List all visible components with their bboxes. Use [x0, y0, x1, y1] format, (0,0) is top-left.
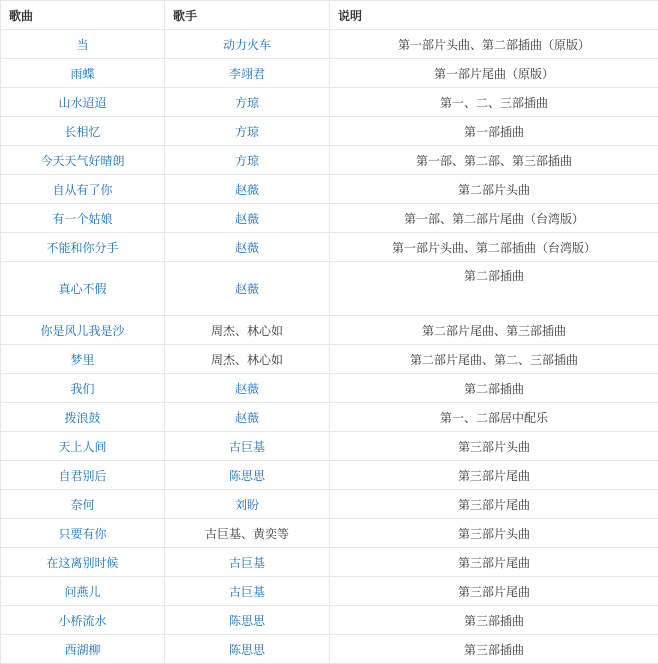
note-cell: 第一、二部居中配乐 [330, 403, 658, 432]
table-row [1, 548, 658, 577]
table-row [1, 30, 658, 59]
table-row [1, 316, 658, 345]
table-row [1, 117, 658, 146]
table-row [1, 88, 658, 117]
note-cell: 第一部片尾曲（原版） [330, 59, 658, 88]
note-cell: 第一部片头曲、第二部插曲（台湾版） [330, 233, 658, 262]
song-link[interactable]: 在这离别时候 [1, 548, 165, 577]
song-link[interactable]: 奈何 [1, 490, 165, 519]
note-cell: 第一部片头曲、第二部插曲（原版） [330, 30, 658, 59]
song-link[interactable]: 问燕儿 [1, 577, 165, 606]
note-cell: 第三部片尾曲 [330, 490, 658, 519]
table-row [1, 490, 658, 519]
singer-link[interactable]: 赵薇 [165, 204, 330, 233]
note-cell: 第三部插曲 [330, 635, 658, 664]
singer-link[interactable]: 动力火车 [165, 30, 330, 59]
song-link[interactable]: 当 [1, 30, 165, 59]
header-singer: 歌手 [165, 1, 330, 30]
table-row [1, 519, 658, 548]
song-link[interactable]: 小桥流水 [1, 606, 165, 635]
singer-link[interactable]: 赵薇 [165, 262, 330, 316]
song-link[interactable]: 拨浪鼓 [1, 403, 165, 432]
song-link[interactable]: 雨蝶 [1, 59, 165, 88]
header-note: 说明 [330, 1, 658, 30]
song-link[interactable]: 梦里 [1, 345, 165, 374]
singer-link[interactable]: 方琼 [165, 117, 330, 146]
singer-link[interactable]: 古巨基 [165, 432, 330, 461]
table-row [1, 204, 658, 233]
header-row [1, 1, 658, 30]
singer-link[interactable]: 方琼 [165, 146, 330, 175]
note-cell: 第二部片尾曲、第三部插曲 [330, 316, 658, 345]
song-link[interactable]: 我们 [1, 374, 165, 403]
table-row [1, 635, 658, 664]
note-cell: 第三部插曲 [330, 606, 658, 635]
song-link[interactable]: 自从有了你 [1, 175, 165, 204]
singer-cell: 古巨基、黄奕等 [165, 519, 330, 548]
singer-link[interactable]: 赵薇 [165, 374, 330, 403]
note-cell: 第一部、第二部片尾曲（台湾版） [330, 204, 658, 233]
singer-link[interactable]: 古巨基 [165, 548, 330, 577]
note-cell: 第三部片尾曲 [330, 548, 658, 577]
song-link[interactable]: 只要有你 [1, 519, 165, 548]
header-song: 歌曲 [1, 1, 165, 30]
table-header [1, 1, 658, 30]
singer-cell: 周杰、林心如 [165, 345, 330, 374]
note-cell: 第二部插曲 [330, 374, 658, 403]
song-link[interactable]: 今天天气好晴朗 [1, 146, 165, 175]
table-row [1, 374, 658, 403]
table-row [1, 175, 658, 204]
song-link[interactable]: 天上人间 [1, 432, 165, 461]
song-link[interactable]: 真心不假 [1, 262, 165, 316]
table-row [1, 403, 658, 432]
song-link[interactable]: 不能和你分手 [1, 233, 165, 262]
singer-link[interactable]: 刘盼 [165, 490, 330, 519]
note-cell: 第二部片尾曲、第二、三部插曲 [330, 345, 658, 374]
note-cell: 第三部片头曲 [330, 432, 658, 461]
note-cell: 第二部插曲 [330, 262, 658, 316]
table-row [1, 345, 658, 374]
singer-link[interactable]: 李翊君 [165, 59, 330, 88]
table-row [1, 233, 658, 262]
note-cell: 第一、二、三部插曲 [330, 88, 658, 117]
singer-link[interactable]: 赵薇 [165, 233, 330, 262]
table-row [1, 606, 658, 635]
table-body [1, 30, 658, 664]
singer-link[interactable]: 方琼 [165, 88, 330, 117]
note-cell: 第二部片头曲 [330, 175, 658, 204]
singer-cell: 周杰、林心如 [165, 316, 330, 345]
singer-link[interactable]: 古巨基 [165, 577, 330, 606]
song-link[interactable]: 有一个姑娘 [1, 204, 165, 233]
table-row [1, 461, 658, 490]
note-cell: 第三部片尾曲 [330, 461, 658, 490]
table-row [1, 577, 658, 606]
singer-link[interactable]: 陈思思 [165, 635, 330, 664]
note-cell: 第一部、第二部、第三部插曲 [330, 146, 658, 175]
song-link[interactable]: 你是风儿我是沙 [1, 316, 165, 345]
singer-link[interactable]: 赵薇 [165, 403, 330, 432]
note-cell: 第三部片头曲 [330, 519, 658, 548]
song-link[interactable]: 山水迢迢 [1, 88, 165, 117]
table-row [1, 262, 658, 316]
singer-link[interactable]: 陈思思 [165, 461, 330, 490]
singer-link[interactable]: 赵薇 [165, 175, 330, 204]
song-link[interactable]: 自君别后 [1, 461, 165, 490]
table-row [1, 59, 658, 88]
table-row [1, 146, 658, 175]
song-link[interactable]: 西湖柳 [1, 635, 165, 664]
note-cell: 第三部片尾曲 [330, 577, 658, 606]
note-cell: 第一部插曲 [330, 117, 658, 146]
singer-link[interactable]: 陈思思 [165, 606, 330, 635]
song-link[interactable]: 长相忆 [1, 117, 165, 146]
table-row [1, 432, 658, 461]
